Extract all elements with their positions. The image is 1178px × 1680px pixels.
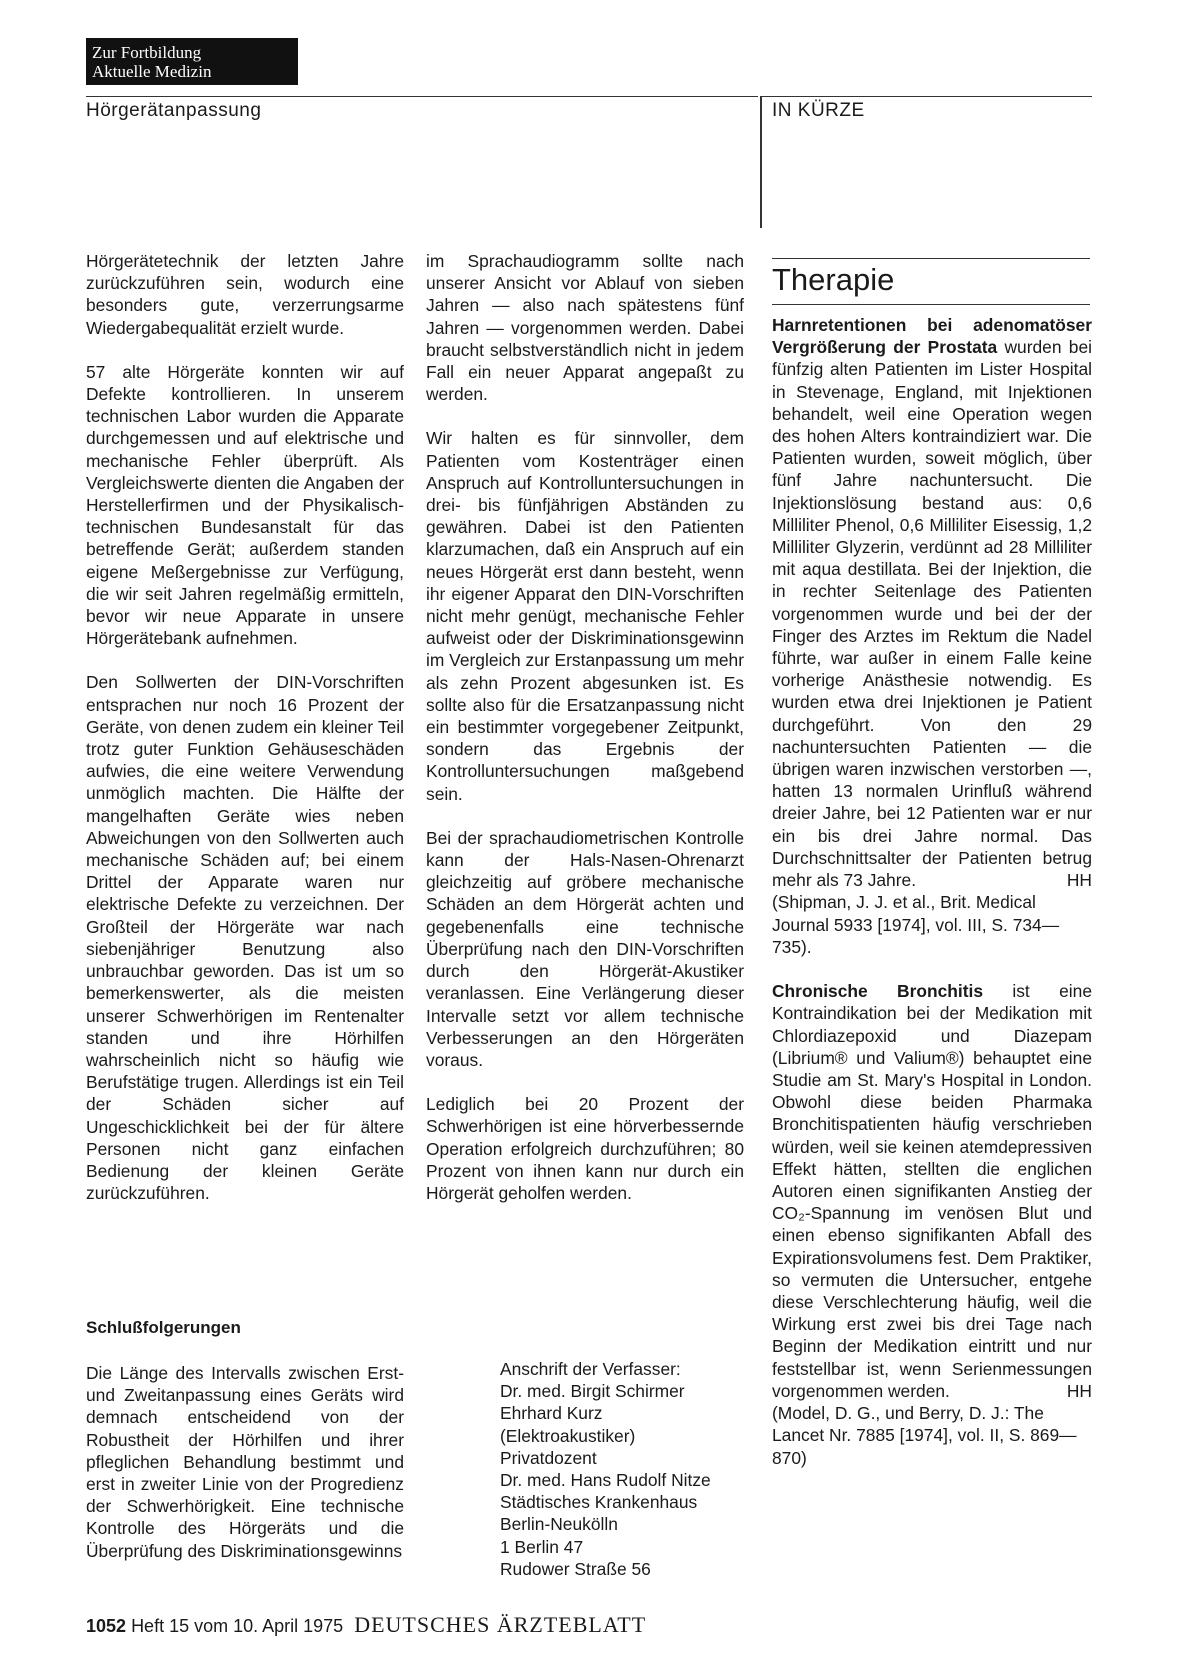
column-1 [86,250,404,1226]
short-article [772,314,1092,891]
issue-info: Heft 15 vom 10. April 1975 [131,1616,344,1636]
paragraph: Wir halten es für sinnvoller, dem Patienten vom Kostenträger einen Anspruch auf Kontrolluntersuchungen in drei- bis fünfjährigen Abständen zu gewähren. Dabei ist den Patienten klarzumachen, daß ein Anspruch auf ein neues Hörgerät erst dann besteht, wenn ihr eigener Apparat den DIN-Vorschriften nicht mehr genügt, mechanische Fehler aufweist oder der Diskriminationsgewinn im Vergleich zur Erstanpassung um mehr als zehn Prozent abgesunken ist. Es sollte also für die Ersatzanpassung nicht ein bestimmter vorgegebener Zeitpunkt, sondern das Ergebnis der Kontrolluntersuchungen maßgebend sein. [426,428,744,804]
column-1-bottom [86,1362,404,1584]
article-title: Chronische Bronchitis [772,981,984,1002]
short-article [772,980,1092,1402]
column-3 [772,314,1092,1491]
paragraph: 57 alte Hörgeräte konnten wir auf Defekte kontrollieren. In unserem technischen Labor wurden die Apparate durchgemessen und auf elektrische und mechanische Fehler überprüft. Als Vergleichswerte dienten die Angaben der Herstellerfirmen und der Physikalisch-technischen Bundesanstalt für das betreffende Gerät; außerdem standen eigene Meßergebnisse zur Verfügung, die wir seit Jahren regelmäßig ermitteln, bevor wir neue Apparate in unsere Hörgerätebank aufnehmen. [86,361,404,649]
article-body: ist eine Kontraindikation bei der Medikation mit Chlordiazepoxid und Diazepam (Librium® und Valium®) behauptet eine Studie am St. Mary's Hospital in London. Obwohl diese beiden Pharmaka Bronchitispatienten häufig verschrieben würden, weil sie keinen atemdepressiven Effekt hätten, stellten die englichen Autoren einen signifikanten Anstieg der CO₂-Spannung im venösen Blut und einen ebenso signifikanten Abfall des Expirationsvolumens fest. Dem Praktiker, so vermuten die Untersucher, entgehe diese Verschlechterung häufig, weil die Wirkung erst zwei bis drei Tage nach Beginn der Medikation eintritt und nur feststellbar ist, wenn Serienmessungen vorgenommen werden. [772,981,1092,1401]
address-line: Rudower Straße 56 [500,1558,651,1579]
paragraph: im Sprachaudiogramm sollte nach unserer Ansicht vor Ablauf von sieben Jahren — also nach spätestens fünf Jahren — vorgenommen werden. Dabei braucht selbstverständlich nicht in jedem Fall ein neuer Apparat angepaßt zu werden. [426,251,744,405]
address-line: Städtisches Krankenhaus [500,1492,698,1513]
journal-name: DEUTSCHES ÄRZTEBLATT [354,1612,647,1637]
address-line: Dr. med. Birgit Schirmer [500,1381,685,1402]
paragraph: Den Sollwerten der DIN-Vorschriften entsprachen nur noch 16 Prozent der Geräte, von denen zudem ein kleiner Teil trotz guter Funktion Gehäuseschäden aufwies, die eine weitere Verwendung unmöglich machten. Die Hälfte der mangelhaften Geräte wies neben Abweichungen von den Sollwerten auch mechanische Schäden auf; bei einem Drittel der Apparate waren nur elektrische Defekte zu verzeichnen. Der Großteil der Hörgeräte war nach siebenjähriger Benutzung also unbrauchbar geworden. Das ist um so bemerkenswerter, als die meisten unserer Schwerhörigen im Rentenalter standen und ihre Hörhilfen wahrscheinlich nicht so häufig wie Berufstätige trugen. Allerdings ist ein Teil der Schäden sicher auf Ungeschicklichkeit bei der für ältere Personen nicht ganz einfachen Bedienung der kleinen Geräte zurückzuführen. [86,672,404,1204]
column-2 [426,250,744,1226]
paragraph: Lediglich bei 20 Prozent der Schwerhörigen ist eine hörverbessernde Operation erfolgreich durchzuführen; 80 Prozent von ihnen kann nur durch ein Hörgerät geholfen werden. [426,1094,744,1203]
address-line: 1 Berlin 47 [500,1536,584,1557]
header-rule-left [86,96,758,97]
article-title: Harnretentionen bei adenomatöser Vergrößerung der Prostata [772,315,1092,358]
address-line: Privatdozent [500,1447,597,1468]
rubric-rule-top [772,258,1090,259]
address-line: Anschrift der Verfasser: [500,1359,681,1379]
paragraph: Die Länge des Intervalls zwischen Erst- und Zweitanpassung eines Geräts wird demnach entscheidend von der Robustheit der Hörhilfen und ihrer pfleglichen Behandlung bestimmt und erst in zweiter Linie von der Progredienz der Schwerhörigkeit. Eine technische Kontrolle des Hörgeräts und die Überprüfung des Diskriminationsgewinns [86,1363,404,1561]
section-heading: Schlußfolgerungen [86,1318,241,1337]
paragraph: Bei der sprachaudiometrischen Kontrolle kann der Hals-Nasen-Ohrenarzt gleichzeitig auf gröbere mechanische Schäden an dem Hörgerät achten und gegebenenfalls eine technische Überprüfung nach den DIN-Vorschriften durch den Hörgerät-Akustiker veranlassen. Eine Verlängerung dieser Intervalle setzt vor allem technische Verbesserungen an den Hörgeräten voraus. [426,827,744,1070]
paragraph: Hörgerätetechnik der letzten Jahre zurückzuführen sein, wodurch eine besonders gute, verzerrungsarme Wiedergabequalität erzielt wurde. [86,251,404,338]
address-line: (Elektroakustiker) [500,1425,636,1446]
running-head: Hörgerätanpassung [86,100,262,121]
rubric-top: IN KÜRZE [772,100,865,121]
address-line: Dr. med. Hans Rudolf Nitze [500,1470,711,1491]
reference: (Model, D. G., und Berry, D. J.: The Lancet Nr. 7885 [1974], vol. II, S. 869—870) [772,1403,1077,1468]
address-line: Ehrhard Kurz [500,1403,603,1424]
header-rule-right [760,96,1092,97]
signature: HH [1066,870,1092,891]
page-number: 1052 [86,1616,127,1636]
author-address [500,1358,711,1580]
page-footer [86,1612,646,1638]
column-divider [760,96,762,228]
reference: (Shipman, J. J. et al., Brit. Medical Journal 5933 [1974], vol. III, S. 734—735). [772,892,1060,957]
article-body: wurden bei fünfzig alten Patienten im Lister Hospital in Stevenage, England, mit Injektionen behandelt, weil eine Operation wegen des hohen Alters kontraindiziert war. Die Patienten wurden, soweit möglich, über fünf Jahre nachuntersucht. Die Injektionslösung bestand aus: 0,6 Milliliter Phenol, 0,6 Milliliter Eisessig, 1,2 Milliliter Glyzerin, verdünnt ad 28 Milliliter mit aqua destillata. Bei der Injektion, die in rechter Seitenlage des Patienten vorgenommen wurde und bei der der Finger des Arztes im Rektum die Nadel führte, war außer in einem Falle keine vorherige Anästhesie notwendig. Es wurden etwa drei Injektionen je Patient durchgeführt. Von den 29 nachuntersuchten Patienten — die übrigen waren inzwischen verstorben —, hatten 13 normalen Urinfluß während dreier Jahre, bei 12 Patienten war er nur ein bis drei Jahre normal. Das Durchschnittsalter der Patienten betrug mehr als 73 Jahre. [772,337,1092,891]
badge-line-2: Aktuelle Medizin [92,62,212,81]
badge-line-1: Zur Fortbildung [92,43,202,62]
address-line: Berlin-Neukölln [500,1514,618,1535]
signature: HH [1066,1380,1092,1401]
rubric-rule-bottom [772,304,1090,305]
section-badge [86,38,298,85]
rubric-title: Therapie [772,262,895,297]
